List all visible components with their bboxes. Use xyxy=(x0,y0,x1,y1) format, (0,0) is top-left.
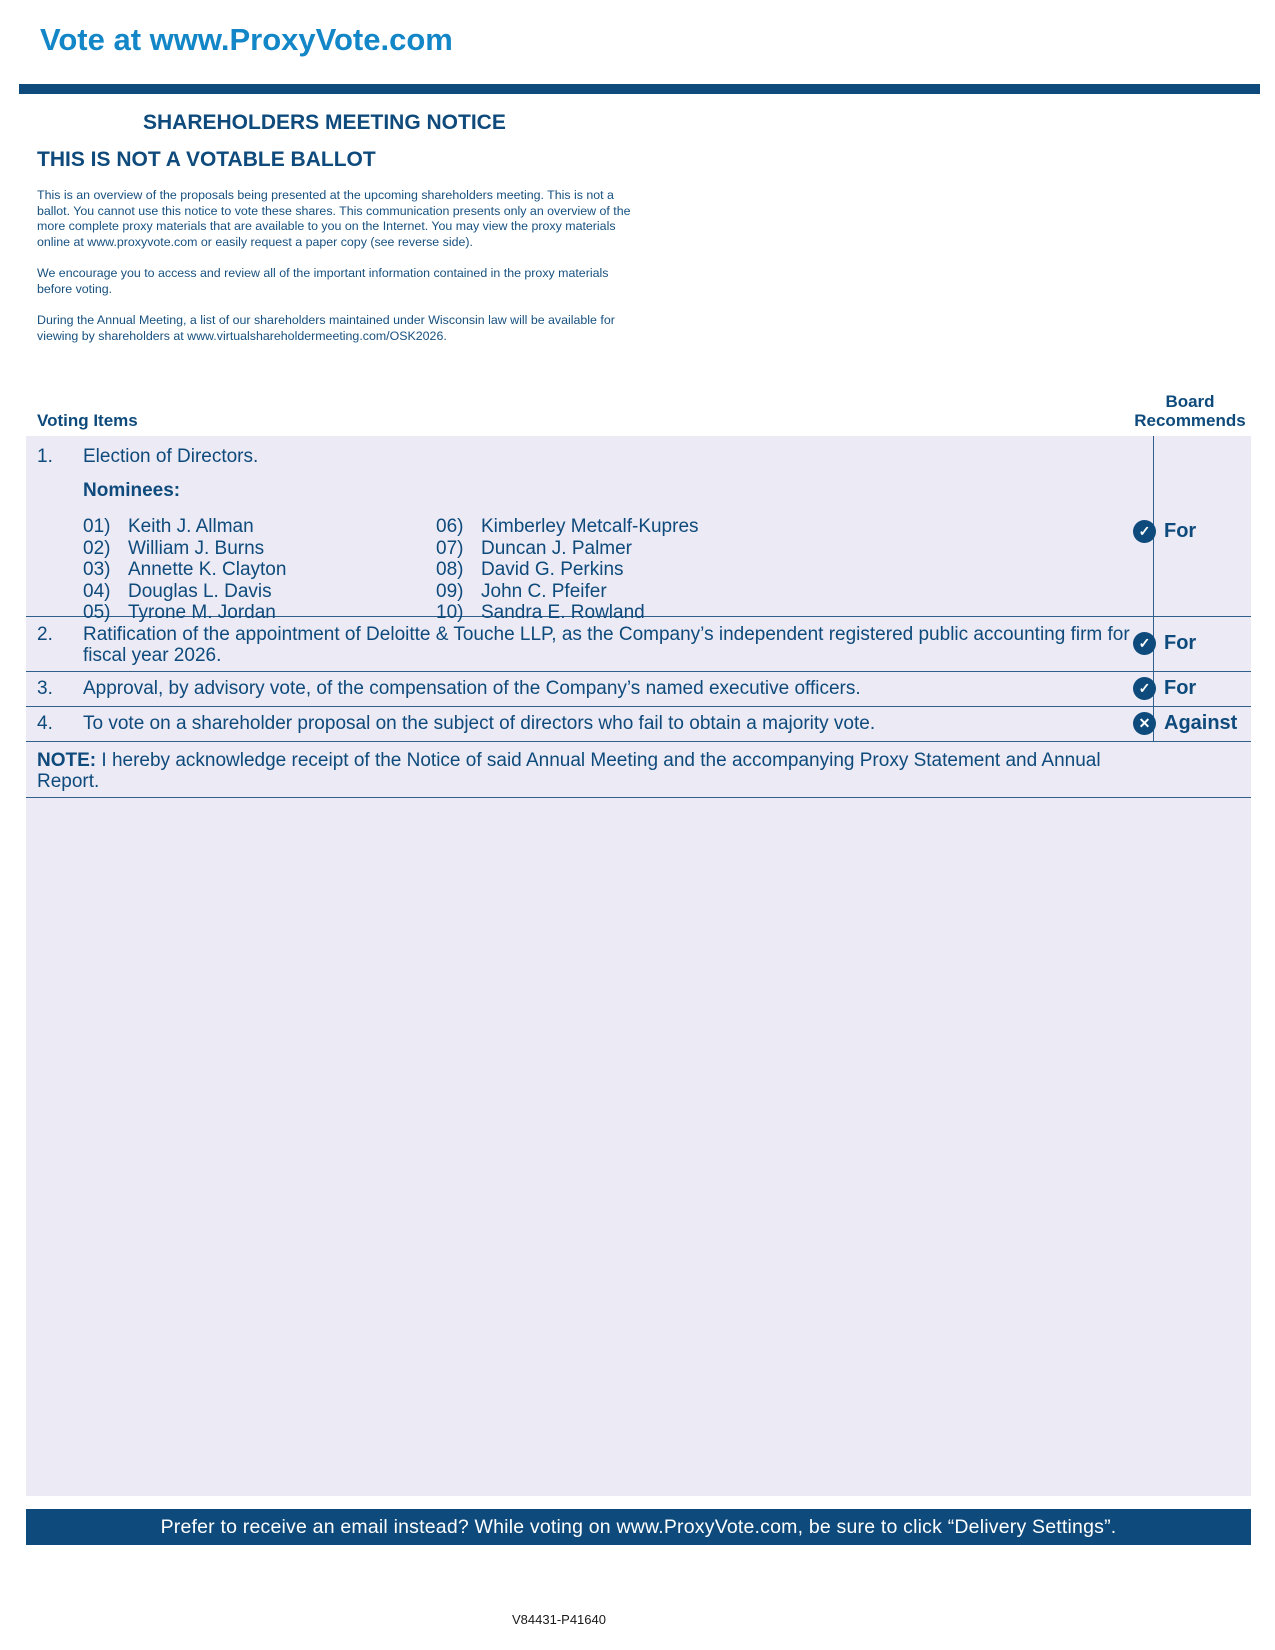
nominee-number: 06) xyxy=(436,516,464,537)
nominee-number: 10) xyxy=(436,602,464,623)
voting-items-header: Voting Items xyxy=(37,411,138,430)
nominee-name: Kimberley Metcalf-Kupres xyxy=(481,516,699,537)
nominee-name: Tyrone M. Jordan xyxy=(128,602,276,623)
item-number: 2. xyxy=(37,624,53,645)
item-text: Election of Directors. xyxy=(83,446,259,467)
item-text: Ratification of the appointment of Deloitte & Touche LLP, as the Company’s independent registered public accounting firm for fiscal year 2026. xyxy=(83,624,1130,666)
board-recommendation xyxy=(1133,632,1196,655)
nominee-name: Keith J. Allman xyxy=(128,516,254,537)
intro-text xyxy=(37,188,632,360)
note-body: I hereby acknowledge receipt of the Notice of said Annual Meeting and the accompanying Proxy Statement and Annual Report. xyxy=(37,750,1101,792)
note-row xyxy=(26,742,1251,798)
board-recommends-header xyxy=(1125,392,1255,430)
nominees-column-right xyxy=(436,516,699,624)
recommendation-label: For xyxy=(1164,632,1197,654)
recommendation-label: For xyxy=(1164,520,1197,542)
banner-text: Prefer to receive an email instead? While voting on www.ProxyVote.com, be sure to click “Delivery Settings”. xyxy=(160,1515,1117,1538)
nominee-item xyxy=(83,559,286,581)
nominee-item xyxy=(436,559,699,581)
item-number: 3. xyxy=(37,678,53,699)
nominee-number: 09) xyxy=(436,580,464,602)
nominee-item xyxy=(83,516,286,538)
nominee-item xyxy=(83,581,286,603)
nominee-name: Annette K. Clayton xyxy=(128,559,287,580)
intro-paragraph-1: This is an overview of the proposals being presented at the upcoming shareholders meeting. This is not a ballot. You cannot use this notice to vote these shares. This communication presents only an overview of the more complete proxy materials that are available to you on the Internet. You may view the proxy materials online at www.proxyvote.com or easily request a paper copy (see reverse side). xyxy=(37,188,631,249)
item-number: 4. xyxy=(37,713,53,734)
nominee-number: 04) xyxy=(83,580,111,602)
check-circle-icon: ✓ xyxy=(1133,632,1156,655)
board-recommendation xyxy=(1133,520,1196,543)
board-recommendation xyxy=(1133,712,1237,735)
voting-item-row xyxy=(26,436,1251,623)
nominee-number: 08) xyxy=(436,559,464,580)
nominee-name: David G. Perkins xyxy=(481,559,624,580)
item-number: 1. xyxy=(37,446,53,467)
nominee-number: 05) xyxy=(83,602,111,623)
document-code: V84431-P41640 xyxy=(512,1612,606,1627)
item-text: To vote on a shareholder proposal on the subject of directors who fail to obtain a majority vote. xyxy=(83,713,876,734)
nominee-name: Douglas L. Davis xyxy=(128,580,272,602)
nominee-item xyxy=(436,516,699,538)
nominee-number: 07) xyxy=(436,537,464,559)
voting-item-row xyxy=(26,616,1251,672)
item-text: Approval, by advisory vote, of the compensation of the Company’s named executive officers. xyxy=(83,678,861,699)
board-recommends-line2: Recommends xyxy=(1134,411,1246,430)
nominee-item xyxy=(436,538,699,560)
board-recommends-line1: Board xyxy=(1165,392,1215,411)
nominee-number: 03) xyxy=(83,559,111,580)
intro-paragraph-2: We encourage you to access and review all of the important information contained in the proxy materials before voting. xyxy=(37,266,609,296)
intro-paragraph-3: During the Annual Meeting, a list of our shareholders maintained under Wisconsin law will be available for viewing by shareholders at www.virtualshareholdermeeting.com/OSK2026. xyxy=(37,313,615,343)
nominee-number: 01) xyxy=(83,516,111,537)
notice-title: SHAREHOLDERS MEETING NOTICE xyxy=(143,111,506,134)
recommendation-label: Against xyxy=(1164,712,1238,734)
voting-item-row xyxy=(26,707,1251,742)
nominee-name: Duncan J. Palmer xyxy=(481,537,633,559)
note-label: NOTE: xyxy=(37,750,97,771)
header-divider xyxy=(19,84,1260,94)
proxyvote-link[interactable]: Vote at www.ProxyVote.com xyxy=(40,22,453,57)
note-text xyxy=(37,750,1137,792)
nominee-item xyxy=(436,581,699,603)
voting-item-row xyxy=(26,672,1251,707)
nominee-item xyxy=(83,538,286,560)
board-recommendation xyxy=(1133,677,1196,700)
nominees-label: Nominees: xyxy=(83,480,181,501)
recommendation-label: For xyxy=(1164,677,1197,699)
delivery-settings-banner xyxy=(26,1509,1251,1545)
nominee-name: William J. Burns xyxy=(128,537,265,559)
nominee-number: 02) xyxy=(83,537,111,559)
x-circle-icon: ✕ xyxy=(1133,712,1156,735)
nominee-name: John C. Pfeifer xyxy=(481,580,607,602)
check-circle-icon: ✓ xyxy=(1133,520,1156,543)
check-circle-icon: ✓ xyxy=(1133,677,1156,700)
not-votable-heading: THIS IS NOT A VOTABLE BALLOT xyxy=(37,148,376,171)
nominees-column-left xyxy=(83,516,286,624)
nominee-name: Sandra E. Rowland xyxy=(481,602,645,623)
